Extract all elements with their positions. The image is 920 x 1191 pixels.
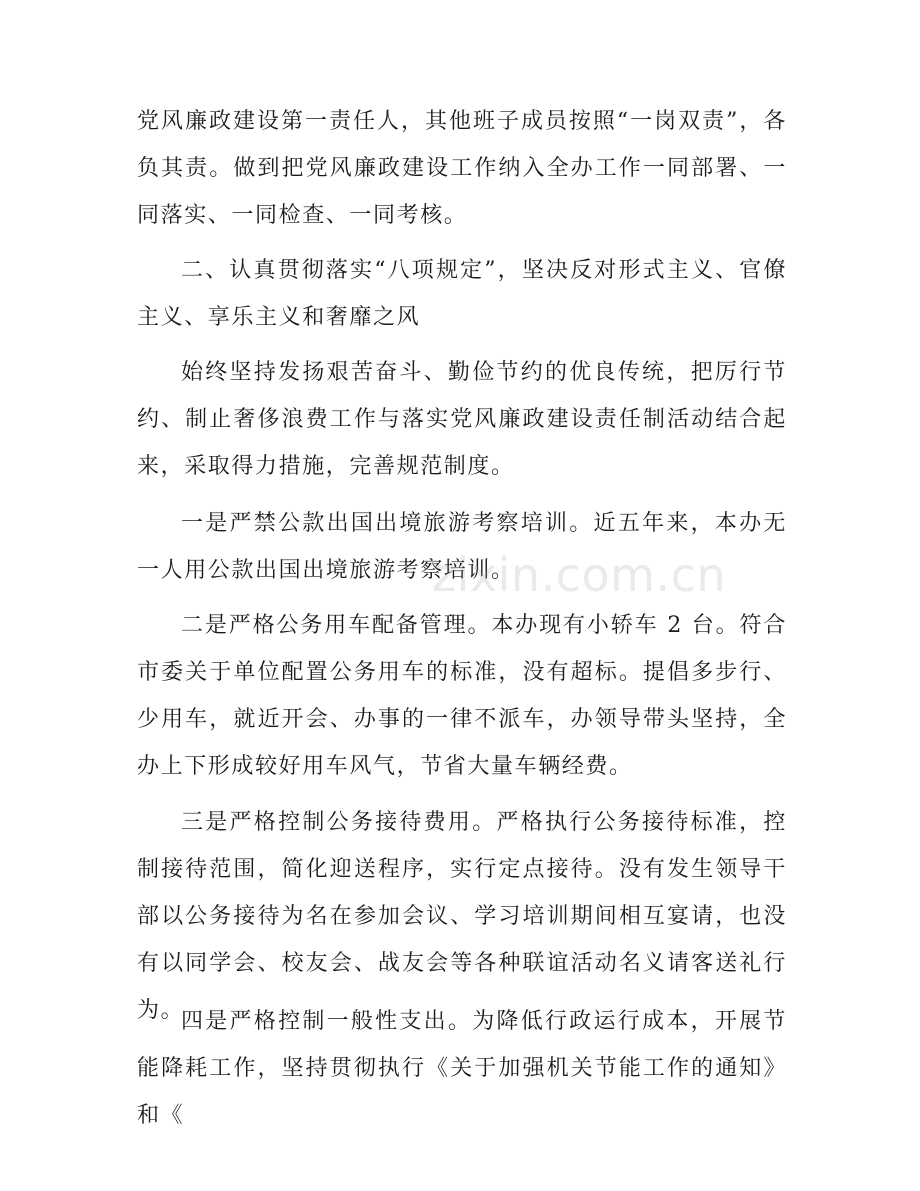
paragraph-6: 四是严格控制一般性支出。为降低行政运行成本，开展节能降耗工作，坚持贯彻执行《关于加强机关节能工作的通知》和《 <box>137 1009 787 1128</box>
paragraph-1: 党风廉政建设第一责任人，其他班子成员按照“一岗双责”，各负其责。做到把党风廉政建设工作纳入全办工作一同部署、一同落实、一同检查、一同考核。 <box>137 109 787 228</box>
paragraph-5: 三是严格控制公务接待费用。严格执行公务接待标准，控制接待范围，简化迎送程序，实行定点接待。没有发生领导干部以公务接待为名在参加会议、学习培训期间相互宴请，也没有以同学会、校友会、战友会等各种联谊活动名义请客送礼行为。 <box>137 810 787 1023</box>
paragraph-3: 一是严禁公款出国出境旅游考察培训。近五年来，本办无一人用公款出国出境旅游考察培训。 <box>137 511 787 583</box>
paragraph-2: 始终坚持发扬艰苦奋斗、勤俭节约的优良传统，把厉行节约、制止奢侈浪费工作与落实党风廉政建设责任制活动结合起来，采取得力措施，完善规范制度。 <box>137 360 787 479</box>
paragraph-4: 二是严格公务用车配备管理。本办现有小轿车 2 台。符合市委关于单位配置公务用车的标准，没有超标。提倡多步行、少用车，就近开会、办事的一律不派车，办领导带头坚持，全办上下形成较好用车风气，节省大量车辆经费。 <box>137 613 787 779</box>
watermark: zixin.com.cn <box>432 548 727 602</box>
section-heading-2: 二、认真贯彻落实“八项规定”，坚决反对形式主义、官僚主义、享乐主义和奢靡之风 <box>137 258 787 330</box>
